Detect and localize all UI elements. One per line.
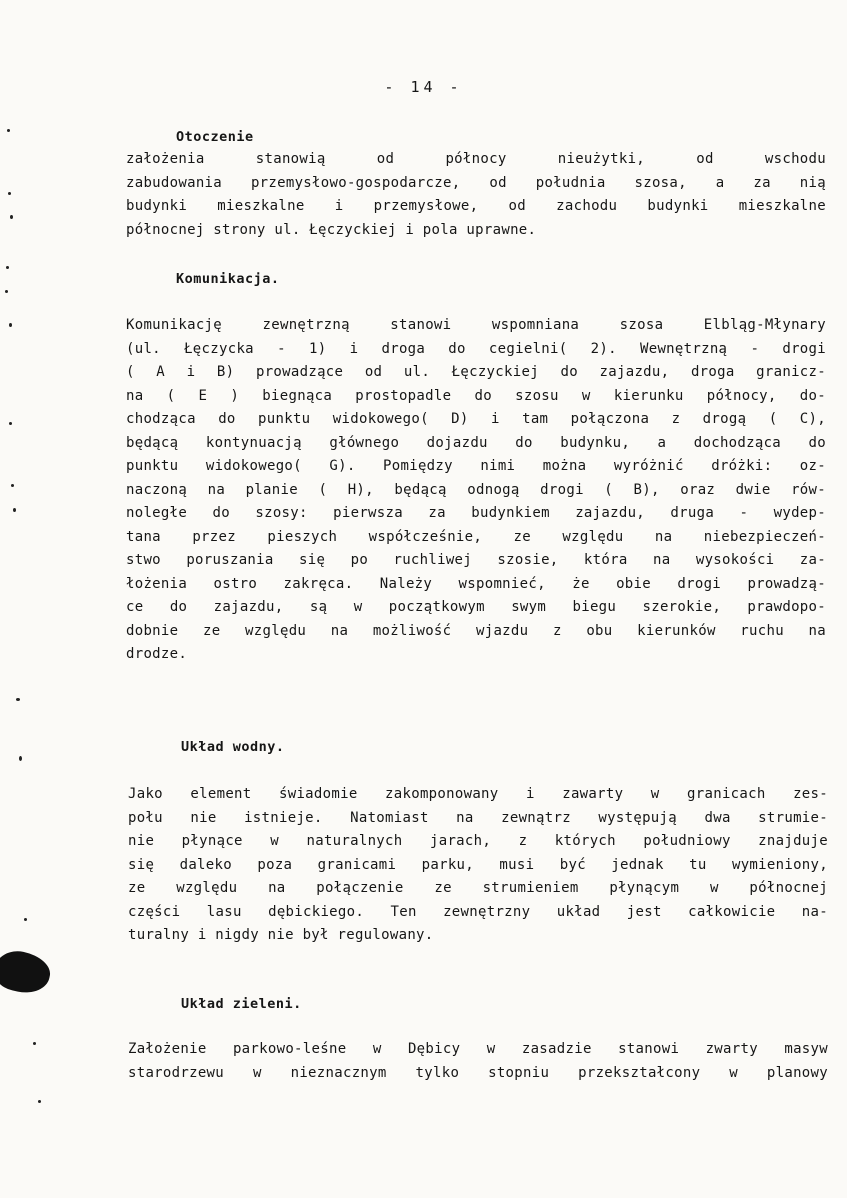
text-line: będącą kontynuacją głównego dojazdu do budynku, a dochodząca do: [126, 434, 826, 451]
section-heading-komunikacja: Komunikacja.: [176, 271, 280, 287]
scan-speck: [5, 290, 8, 293]
scan-speck: [33, 1042, 36, 1045]
scan-speck: [9, 323, 12, 327]
page-number: - 14 -: [384, 78, 463, 96]
text-line: (ul. Łęczycka - 1) i droga do cegielni( 2). Wewnętrzną - drogi: [126, 340, 826, 357]
text-line: założenia stanowią od północy nieużytki, od wschodu: [126, 151, 826, 167]
scan-speck: [38, 1100, 41, 1103]
text-line: dobnie ze względu na możliwość wjazdu z obu kierunków ruchu na: [126, 622, 826, 639]
text-line: punktu widokowego( G). Pomiędzy nimi można wyróżnić dróżki: oz-: [126, 458, 826, 474]
scan-speck: [10, 215, 13, 219]
text-line: łożenia ostro zakręca. Należy wspomnieć, że obie drogi prowadzą-: [126, 575, 826, 592]
text-line: stwo poruszania się po ruchliwej szosie, która na wysokości za-: [126, 552, 826, 568]
text-line: ( A i B) prowadzące od ul. Łęczyckiej do zajazdu, droga granicz-: [126, 364, 826, 380]
text-line: drodze.: [126, 646, 188, 662]
text-line: ze względu na połączenie ze strumieniem płynącym w północnej: [128, 880, 828, 896]
section-body-uklad-wodny: [128, 783, 828, 948]
text-line: części lasu dębickiego. Ten zewnętrzny układ jest całkowicie na-: [128, 903, 828, 920]
text-line: zabudowania przemysłowo-gospodarcze, od południa szosa, a za nią: [126, 174, 826, 191]
text-line: naczoną na planie ( H), będącą odnogą drogi ( B), oraz dwie rów-: [126, 481, 826, 498]
scan-speck: [13, 508, 16, 512]
text-line: budynki mieszkalne i przemysłowe, od zachodu budynki mieszkalne: [126, 198, 826, 214]
section-heading-uklad-zieleni: Układ zieleni.: [181, 996, 302, 1012]
section-body-otoczenie: [126, 148, 826, 242]
scan-speck: [6, 266, 9, 269]
text-line: nie płynące w naturalnych jarach, z których południowy znajduje: [128, 833, 828, 849]
section-body-komunikacja: [126, 314, 826, 667]
text-line: tana przez pieszych współcześnie, ze względu na niebezpieczeń-: [126, 528, 826, 545]
text-line: turalny i nigdy nie był regulowany.: [128, 927, 434, 943]
text-line: ce do zajazdu, są w początkowym swym biegu szerokie, prawdopo-: [126, 599, 826, 615]
text-line: chodząca do punktu widokowego( D) i tam połączona z drogą ( C),: [126, 411, 826, 427]
scan-speck: [8, 192, 11, 195]
text-line: Jako element świadomie zakomponowany i zawarty w granicach zes-: [128, 786, 828, 802]
text-line: starodrzewu w nieznacznym tylko stopniu przekształcony w planowy: [128, 1064, 828, 1081]
text-line: Komunikację zewnętrzną stanowi wspomniana szosa Elbląg-Młynary: [126, 317, 826, 333]
text-line: połu nie istnieje. Natomiast na zewnątrz występują dwa strumie-: [128, 809, 828, 826]
section-heading-otoczenie: Otoczenie: [176, 129, 254, 145]
text-line: na ( E ) biegnąca prostopadle do szosu w kierunku północy, do-: [126, 387, 826, 404]
scan-speck: [9, 422, 12, 425]
scan-speck: [24, 918, 27, 921]
scan-speck: [16, 698, 20, 701]
text-line: się daleko poza granicami parku, musi być jednak tu wymieniony,: [128, 856, 828, 873]
scan-speck: [19, 756, 22, 761]
text-line: północnej strony ul. Łęczyckiej i pola uprawne.: [126, 221, 537, 238]
ink-blot: [0, 947, 54, 998]
section-body-uklad-zieleni: [128, 1038, 828, 1085]
text-line: Założenie parkowo-leśne w Dębicy w zasadzie stanowi zwarty masyw: [128, 1041, 828, 1057]
text-line: noległe do szosy: pierwsza za budynkiem zajazdu, druga - wydep-: [126, 505, 826, 521]
section-heading-uklad-wodny: Układ wodny.: [181, 739, 285, 755]
scan-speck: [11, 484, 14, 487]
scan-speck: [7, 129, 10, 132]
